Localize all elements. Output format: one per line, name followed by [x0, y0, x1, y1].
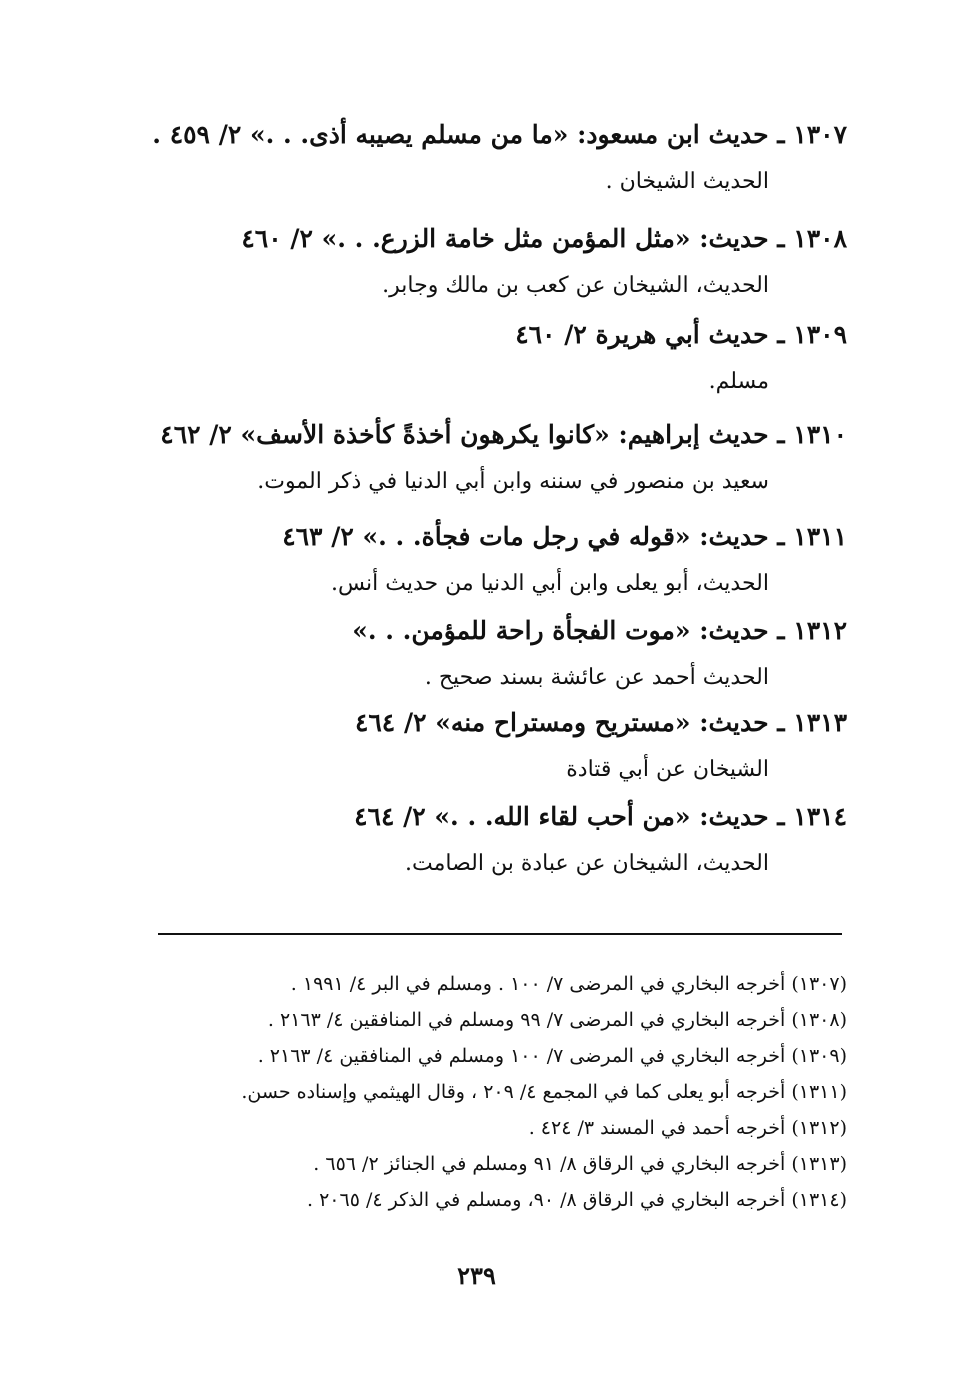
- hadith-source: سعيد بن منصور في سننه وابن أبي الدنيا في ذكر الموت.: [257, 469, 769, 494]
- footnote-1309: (١٣٠٩) أخرجه البخاري في المرضى ٧/ ١٠٠ ومسلم في المنافقين ٤/ ٢١٦٣ .: [257, 1045, 847, 1067]
- footnote-1311: (١٣١١) أخرجه أبو يعلى كما في المجمع ٤/ ٢٠٩ ، وقال الهيثمي وإسناده حسن.: [241, 1081, 847, 1103]
- hadith-entry-1312: [352, 614, 847, 694]
- hadith-heading: ١٣١٠ ـ حديث إبراهيم: «كانوا يكرهون أخذةً كأخذة الأسف» ٢/ ٤٦٢: [160, 420, 847, 449]
- hadith-source: الحديث، أبو يعلى وابن أبي الدنيا من حديث أنس.: [331, 571, 769, 596]
- hadith-heading: ١٣٠٨ ـ حديث: «مثل المؤمن مثل خامة الزرع. . .» ٢/ ٤٦٠: [241, 224, 847, 253]
- hadith-source: الشيخان عن أبي قتادة: [566, 757, 769, 782]
- footnote-1307: (١٣٠٧) أخرجه البخاري في المرضى ٧/ ١٠٠ . ومسلم في البر ٤/ ١٩٩١ .: [290, 973, 847, 995]
- hadith-heading: ١٣٠٧ ـ حديث ابن مسعود: «ما من مسلم يصيبه أذى. . .» ٢/ ٤٥٩ .: [152, 120, 847, 149]
- hadith-entry-1307: [152, 118, 847, 198]
- hadith-source: الحديث، الشيخان عن كعب بن مالك وجابر.: [382, 273, 769, 298]
- hadith-heading: ١٣١٤ ـ حديث: «من أحب لقاء الله. . .» ٢/ ٤٦٤: [354, 802, 847, 831]
- footnotes-section: [167, 966, 847, 1218]
- footnote-1314: (١٣١٤) أخرجه البخاري في الرقاق ٨/ ٩٠، ومسلم في الذكر ٤/ ٢٠٦٥ .: [306, 1189, 847, 1211]
- hadith-heading: ١٣١٢ ـ حديث: «موت الفجأة راحة للمؤمن. . .»: [352, 616, 847, 645]
- hadith-entry-1309: [515, 318, 847, 398]
- page-number: ٢٣٩: [457, 1261, 496, 1290]
- hadith-entry-1314: [354, 800, 847, 880]
- hadith-entry-1310: [160, 418, 847, 498]
- hadith-entry-1313: [355, 706, 847, 786]
- hadith-heading: ١٣٠٩ ـ حديث أبي هريرة ٢/ ٤٦٠: [515, 320, 847, 349]
- footnote-1312: (١٣١٢) أخرجه أحمد في المسند ٣/ ٤٢٤ .: [528, 1117, 847, 1139]
- hadith-source: مسلم.: [708, 369, 769, 394]
- footnote-1313: (١٣١٣) أخرجه البخاري في الرقاق ٨/ ٩١ ومسلم في الجنائز ٢/ ٦٥٦ .: [313, 1153, 847, 1175]
- hadith-entry-1311: [282, 520, 847, 600]
- footnote-divider: [158, 933, 842, 935]
- hadith-entry-1308: [241, 222, 847, 302]
- hadith-source: الحديث أحمد عن عائشة بسند صحيح .: [424, 665, 769, 690]
- footnote-1308: (١٣٠٨) أخرجه البخاري في المرضى ٧/ ٩٩ ومسلم في المنافقين ٤/ ٢١٦٣ .: [267, 1009, 847, 1031]
- hadith-heading: ١٣١١ ـ حديث: «قوله في رجل مات فجأة. . .» ٢/ ٤٦٣: [282, 522, 847, 551]
- hadith-source: الحديث الشيخان .: [605, 169, 769, 194]
- hadith-heading: ١٣١٣ ـ حديث: «مستريح ومستراح منه» ٢/ ٤٦٤: [354, 708, 847, 737]
- hadith-source: الحديث، الشيخان عن عبادة بن الصامت.: [404, 851, 769, 876]
